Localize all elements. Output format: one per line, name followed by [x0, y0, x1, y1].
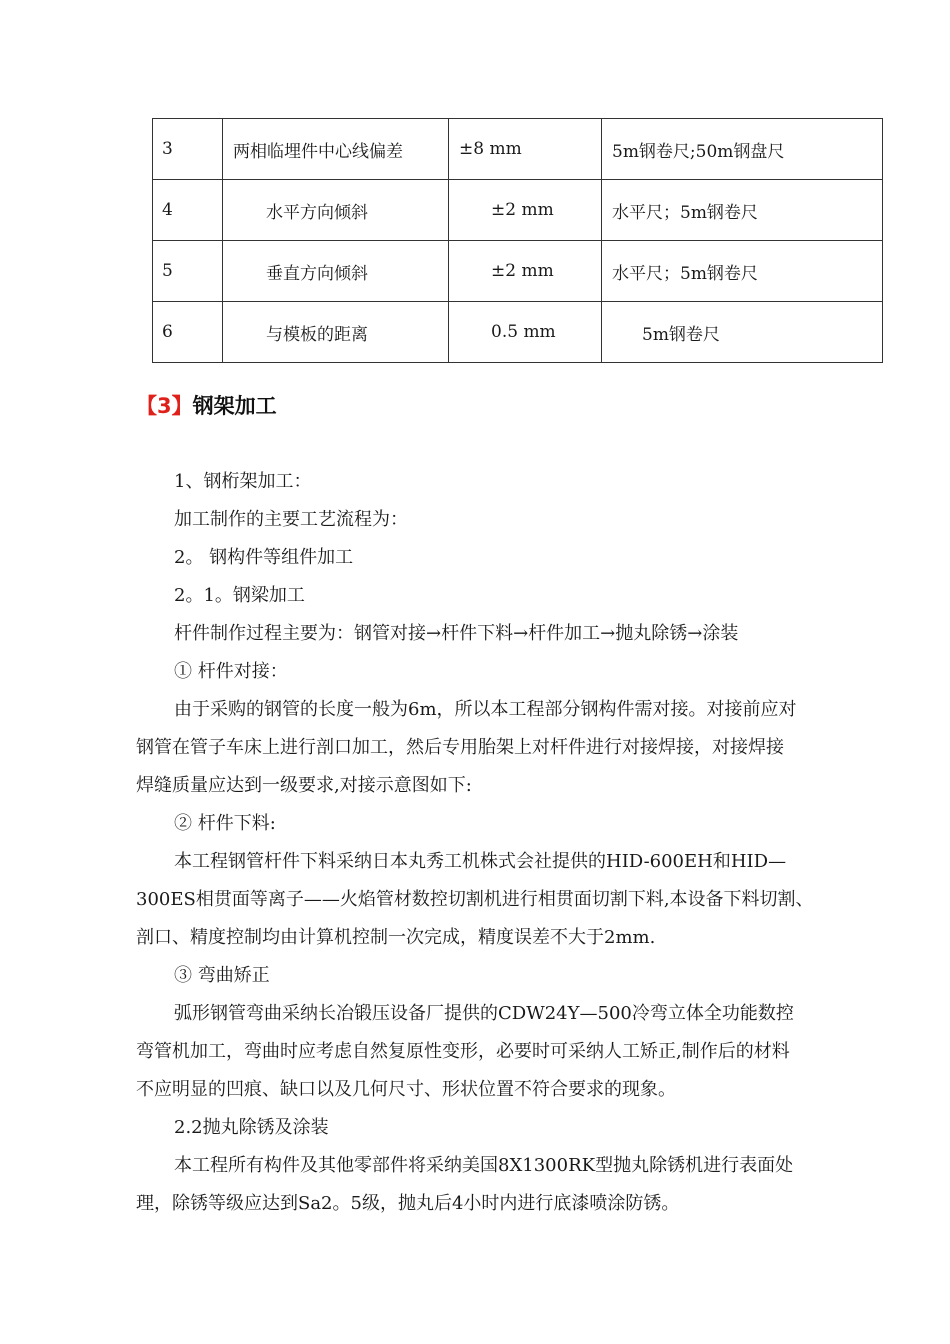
- paragraph-line: 钢管在管子车床上进行剖口加工，然后专用胎架上对杆件进行对接焊接，对接焊接: [136, 737, 784, 758]
- paragraph-line: 不应明显的凹痕、缺口以及几何尺寸、形状位置不符合要求的现象。: [136, 1079, 676, 1100]
- paragraph-line: 本工程钢管杆件下料采纳日本丸秀工机株式会社提供的HID-600EH和HID—: [174, 851, 787, 872]
- row-item: 水平方向倾斜: [223, 180, 449, 241]
- paragraph-line: 本工程所有构件及其他零部件将采纳美国8X1300RK型抛丸除锈机进行表面处: [174, 1155, 794, 1176]
- paragraph-line: 弧形钢管弯曲采纳长冶锻压设备厂提供的CDW24Y—500冷弯立体全功能数控: [174, 1003, 794, 1024]
- paragraph-line: 2。1。钢梁加工: [174, 585, 305, 606]
- paragraph-line: 剖口、精度控制均由计算机控制一次完成，精度误差不大于2mm.: [136, 927, 656, 948]
- paragraph-line: 理，除锈等级应达到Sa2。5级，抛丸后4小时内进行底漆喷涂防锈。: [136, 1193, 680, 1214]
- row-item: 两相临埋件中心线偏差: [223, 119, 449, 180]
- paragraph-line: 1、钢桁架加工：: [174, 471, 312, 492]
- row-number: 6: [153, 302, 223, 363]
- paragraph-line: 300ES相贯面等离子——火焰管材数控切割机进行相贯面切割下料,本设备下料切割、: [136, 889, 814, 910]
- paragraph-line: ② 杆件下料:: [174, 813, 276, 834]
- row-tool: 5m钢卷尺: [602, 302, 883, 363]
- paragraph-line: ③ 弯曲矫正: [174, 965, 270, 986]
- paragraph-line: 2.2抛丸除锈及涂装: [174, 1117, 329, 1138]
- row-item: 垂直方向倾斜: [223, 241, 449, 302]
- paragraph-line: ① 杆件对接：: [174, 661, 288, 682]
- table-row: [153, 302, 883, 363]
- table-row: [153, 119, 883, 180]
- row-number: 5: [153, 241, 223, 302]
- row-number: 3: [153, 119, 223, 180]
- row-tolerance: 0.5 mm: [449, 302, 602, 363]
- row-number: 4: [153, 180, 223, 241]
- paragraph-line: 加工制作的主要工艺流程为：: [174, 509, 408, 530]
- row-tolerance: ±2 mm: [449, 180, 602, 241]
- row-tool: 水平尺；5m钢卷尺: [602, 241, 883, 302]
- table-row: [153, 241, 883, 302]
- paragraph-line: 2。 钢构件等组件加工: [174, 547, 354, 568]
- paragraph-line: 弯管机加工，弯曲时应考虑自然复原性变形，必要时可采纳人工矫正,制作后的材料: [136, 1041, 790, 1062]
- section-heading: [136, 390, 277, 420]
- tolerance-table: [152, 118, 883, 363]
- row-tool: 水平尺；5m钢卷尺: [602, 180, 883, 241]
- paragraph-line: 杆件制作过程主要为：钢管对接→杆件下料→杆件加工→抛丸除锈→涂装: [174, 623, 739, 644]
- row-tolerance: ±8 mm: [449, 119, 602, 180]
- paragraph-line: 焊缝质量应达到一级要求,对接示意图如下:: [136, 775, 472, 796]
- section-number: 【3】: [136, 394, 193, 418]
- paragraph-line: 由于采购的钢管的长度一般为6m，所以本工程部分钢构件需对接。对接前应对: [174, 699, 797, 720]
- table-row: [153, 180, 883, 241]
- row-item: 与模板的距离: [223, 302, 449, 363]
- row-tool: 5m钢卷尺;50m钢盘尺: [602, 119, 883, 180]
- row-tolerance: ±2 mm: [449, 241, 602, 302]
- section-title: 钢架加工: [192, 394, 277, 418]
